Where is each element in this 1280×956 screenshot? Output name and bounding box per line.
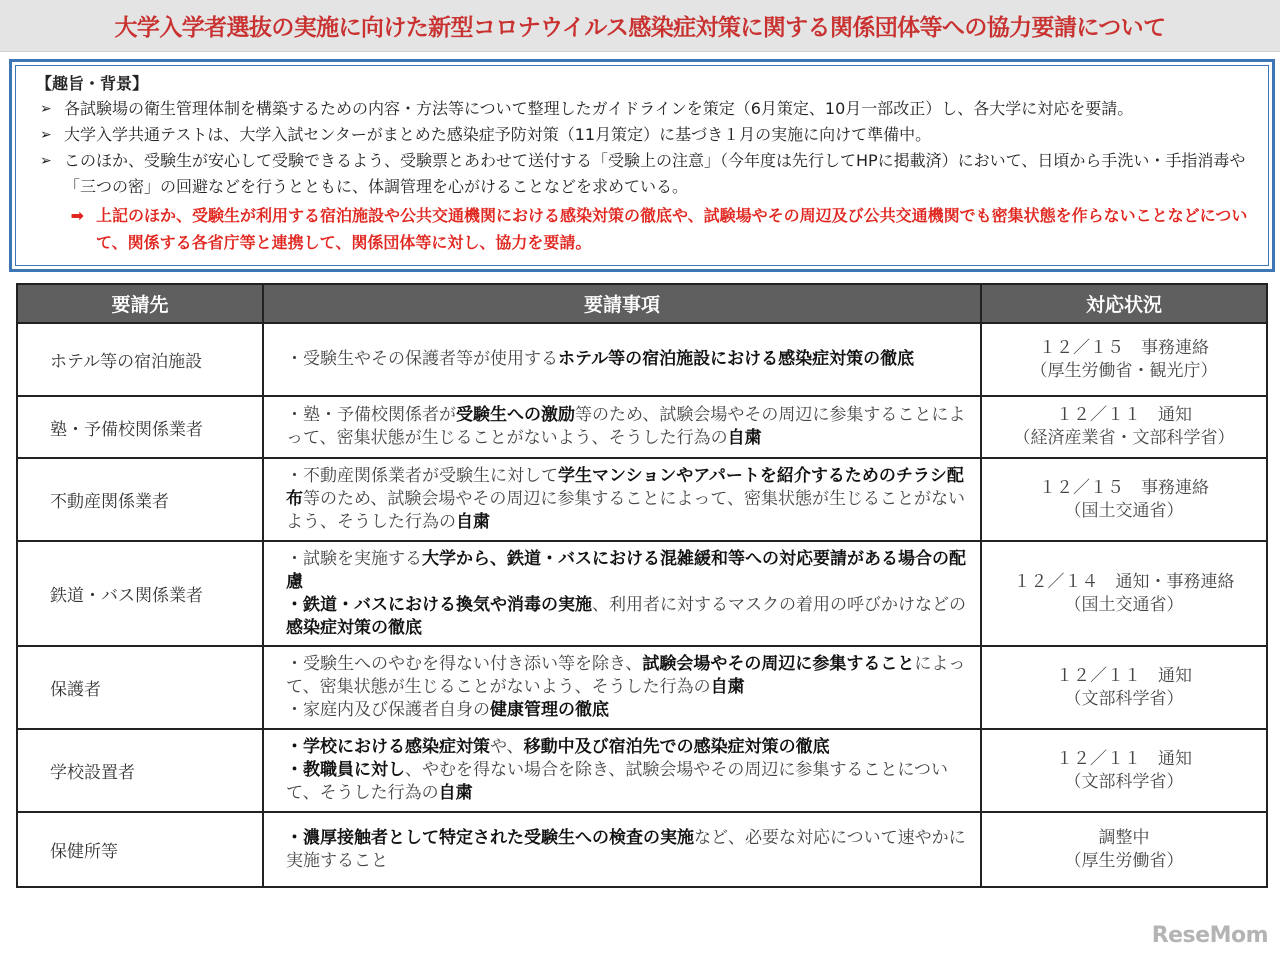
table-row [17, 646, 1267, 729]
status-cell [981, 323, 1267, 396]
summary-bullet [36, 122, 1252, 148]
request-text: 等のため、試験会場やその周辺に参集することによって、密集状態が生じることがないよう、そうした行為の [286, 405, 966, 448]
emphasized-text: ・学校における感染症対策 [286, 737, 490, 757]
request-text: など、必要な対応について速やかに実施すること [286, 827, 966, 871]
status-cell [981, 541, 1267, 646]
status-date: １２／１１ 通知 [1056, 665, 1192, 686]
table-body [17, 323, 1267, 887]
summary-emphasis [36, 202, 1252, 256]
status-agency: （国土交通省） [1064, 500, 1184, 521]
title-bar [0, 0, 1280, 52]
table-header-row [17, 284, 1267, 323]
status-agency: （経済産業省・文部科学省） [1013, 428, 1235, 448]
status-cell [981, 812, 1267, 887]
request-items-cell [263, 812, 981, 887]
status-date: １２／１５ 事務連絡 [1039, 477, 1209, 498]
table-row [17, 812, 1267, 887]
status-agency: （国土交通省） [1064, 594, 1184, 615]
emphasized-text: 試験会場やその周辺に参集すること [642, 654, 915, 674]
emphasized-text: 自粛 [727, 428, 762, 448]
table-row [17, 396, 1267, 458]
emphasized-text: ホテル等の宿泊施設における感染症対策の徹底 [558, 349, 915, 369]
request-text: 、やむを得ない場合を除き、試験会場やその周辺に参集することについて、そうした行為の [286, 760, 948, 803]
status-agency: （文部科学省） [1064, 688, 1184, 709]
request-text: 、利用者に対するマスクの着用の呼びかけなどの [592, 594, 966, 615]
status-agency: （厚生労働省） [1064, 850, 1184, 871]
header-status: 対応状況 [981, 284, 1267, 323]
status-date: 調整中 [1098, 827, 1150, 848]
status-agency: （文部科学省） [1064, 771, 1184, 792]
arrow-bullet-icon: ➢ [40, 153, 52, 169]
emphasized-text: ・教職員に対し [286, 760, 405, 780]
request-text: ・試験を実施する [286, 548, 422, 569]
table-row [17, 323, 1267, 396]
emphasized-text: 学生マンションやアパートを紹介するためのチラシ配布 [286, 466, 964, 509]
header-requestee: 要請先 [17, 284, 263, 323]
summary-box [9, 59, 1275, 272]
emphasized-text: 自粛 [438, 783, 473, 803]
emphasized-text: 健康管理の徹底 [490, 700, 609, 720]
request-items-cell [263, 646, 981, 729]
request-text: 等のため、試験会場やその周辺に参集することによって、密集状態が生じることがないよう、そうした行為の [286, 489, 965, 532]
summary-bullet-text: 大学入学共通テストは、大学入試センターがまとめた感染症予防対策（11月策定）に基づき１月の実施に向けて準備中。 [64, 125, 932, 144]
status-agency: （厚生労働省・観光庁） [1030, 360, 1218, 381]
status-cell [981, 396, 1267, 458]
summary-bullet-text: 各試験場の衛生管理体制を構築するための内容・方法等について整理したガイドラインを策定（6月策定、10月一部改正）し、各大学に対応を要請。 [64, 99, 1134, 118]
request-text: ・受験生へのやむを得ない付き添い等を除き、 [286, 654, 643, 674]
emphasized-text: 自粛 [456, 512, 490, 532]
arrow-bullet-icon: ➢ [40, 101, 52, 117]
emphasized-text: 自粛 [710, 677, 745, 697]
requestee-cell: 鉄道・バス関係業者 [17, 541, 263, 646]
emphasized-text: ・濃厚接触者として特定された受験生への検査の実施 [286, 827, 694, 848]
resemom-logo: ReseMom [1151, 923, 1268, 948]
header-request-items: 要請事項 [263, 284, 981, 323]
table-row [17, 541, 1267, 646]
request-items-cell [263, 323, 981, 396]
emphasized-text: 大学から、鉄道・バスにおける混雑緩和等への対応要請がある場合の配慮 [286, 548, 966, 592]
request-text: ・家庭内及び保護者自身の [286, 700, 490, 720]
request-items-cell [263, 541, 981, 646]
requestee-cell: 不動産関係業者 [17, 458, 263, 541]
status-date: １２／１５ 事務連絡 [1039, 337, 1209, 358]
emphasized-text: 受験生への激励 [456, 405, 575, 425]
table-row [17, 458, 1267, 541]
summary-emphasis-text: 上記のほか、受験生が利用する宿泊施設や公共交通機関における感染対策の徹底や、試験場やその周辺及び公共交通機関でも密集状態を作らないことなどについて、関係する各省庁等と連携して、関係団体等に対し、協力を要請。 [96, 206, 1248, 252]
summary-heading: 【趣旨・背景】 [36, 74, 149, 93]
request-items-cell [263, 729, 981, 812]
requestee-cell: ホテル等の宿泊施設 [17, 323, 263, 396]
summary-inner [15, 65, 1269, 266]
summary-bullet [36, 148, 1252, 200]
emphasized-text: ・鉄道・バスにおける換気や消毒の実施 [286, 594, 592, 615]
status-cell [981, 646, 1267, 729]
request-text: によって、密集状態が生じることがないよう、そうした行為の [286, 654, 966, 697]
emphasized-text: 感染症対策の徹底 [286, 617, 422, 638]
request-text: や、 [490, 737, 524, 757]
emphasized-text: 移動中及び宿泊先での感染症対策の徹底 [523, 737, 830, 757]
summary-bullet-text: このほか、受験生が安心して受験できるよう、受験票とあわせて送付する「受験上の注意」（今年度は先行してHPに掲載済）において、日頃から手洗い・手指消毒や「三つの密」の回避などを行うとともに、体調管理を心がけることなどを求めている。 [64, 151, 1246, 196]
status-cell [981, 458, 1267, 541]
requestee-cell: 学校設置者 [17, 729, 263, 812]
request-text: ・受験生やその保護者等が使用する [286, 349, 558, 369]
request-items-cell [263, 396, 981, 458]
requestee-cell: 保護者 [17, 646, 263, 729]
status-date: １２／１１ 通知 [1056, 748, 1192, 769]
arrow-bullet-icon: ➢ [40, 127, 52, 143]
requestee-cell: 保健所等 [17, 812, 263, 887]
request-table [16, 283, 1268, 888]
table-row [17, 729, 1267, 812]
summary-bullet [36, 96, 1252, 122]
page-title: 大学入学者選抜の実施に向けた新型コロナウイルス感染症対策に関する関係団体等への協力要請について [114, 15, 1166, 41]
status-date: １２／１１ 通知 [1056, 405, 1192, 425]
request-text: ・塾・予備校関係者が [286, 405, 456, 425]
requestee-cell: 塾・予備校関係業者 [17, 396, 263, 458]
right-arrow-icon: ➡ [70, 206, 84, 225]
status-cell [981, 729, 1267, 812]
status-date: １２／１４ 通知・事務連絡 [1013, 571, 1235, 592]
request-text: ・不動産関係業者が受験生に対して [286, 466, 558, 486]
request-items-cell [263, 458, 981, 541]
